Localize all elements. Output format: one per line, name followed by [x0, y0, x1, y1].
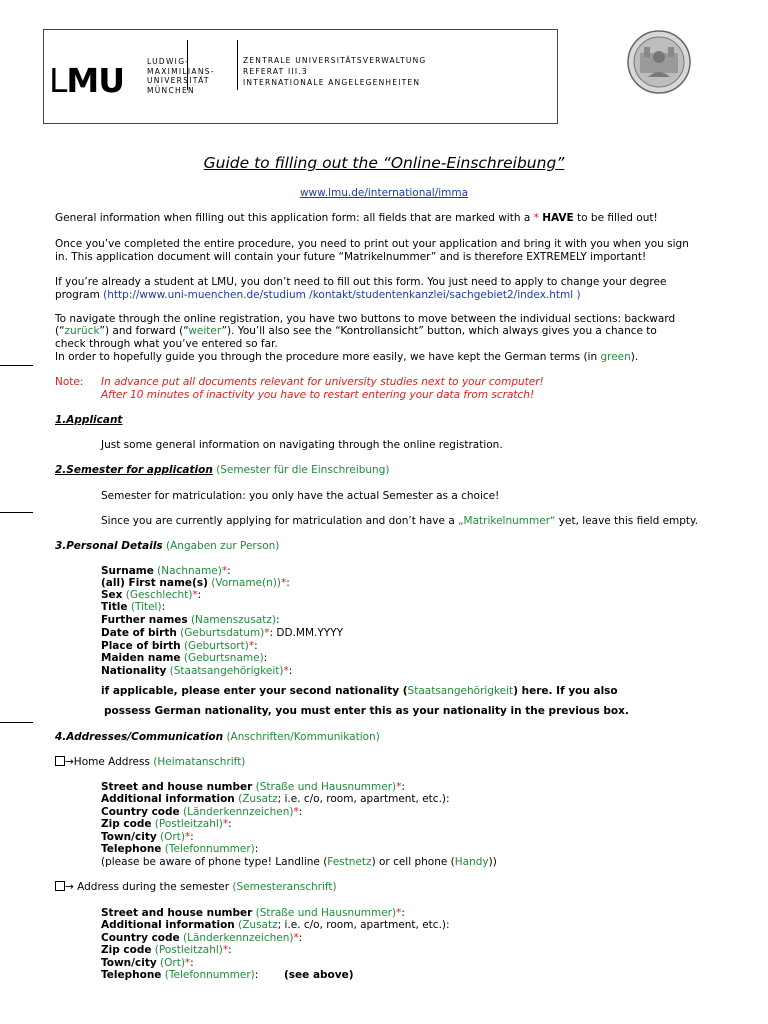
see-above-note: (see above): [284, 969, 354, 981]
field-maiden-name: Maiden name (Geburtsname):: [101, 652, 268, 664]
home-street: Street and house number (Straße und Hausnummer)*:: [101, 781, 405, 793]
german-nationality-note: possess German nationality, you must enter this as your nationality in the previous box.: [104, 705, 629, 717]
sem-country-code: Country code (Länderkennzeichen)*:: [101, 932, 303, 944]
navigation-info-line2: (“zurück”) and forward (“weiter”). You’ll also see the “Kontrollansicht” button, which always gives you a chance to: [55, 325, 657, 337]
field-title: Title (Titel):: [101, 601, 166, 613]
section-2-text1: Semester for matriculation: you only have the actual Semester as a choice!: [101, 490, 500, 502]
department-name: ZENTRALE UNIVERSITÄTSVERWALTUNG REFERAT III.3 INTERNATIONALE ANGELEGENHEITEN: [243, 56, 427, 88]
home-zip-code: Zip code (Postleitzahl)*:: [101, 818, 232, 830]
sem-additional-info: Additional information (Zusatz; i.e. c/o, room, apartment, etc.):: [101, 919, 450, 931]
print-info-line1: Once you’ve completed the entire procedure, you need to print out your application and bring it with you when you sign: [55, 238, 689, 250]
field-first-names: (all) First name(s) (Vorname(n))*:: [101, 577, 290, 589]
navigation-info-line3: check through what you’ve entered so far.: [55, 338, 278, 350]
field-date-of-birth: Date of birth (Geburtsdatum)*: DD.MM.YYYY: [101, 627, 344, 639]
phone-type-note: (please be aware of phone type! Landline (Festnetz) or cell phone (Handy)): [101, 856, 497, 868]
margin-rule: [0, 722, 33, 723]
student-info-line2: program (http://www.uni-muenchen.de/studium /kontakt/studentenkanzlei/sachgebiet2/index.html ): [55, 289, 581, 301]
home-country-code: Country code (Länderkennzeichen)*:: [101, 806, 303, 818]
field-further-names: Further names (Namenszusatz):: [101, 614, 280, 626]
note-line2: After 10 minutes of inactivity you have to restart entering your data from scratch!: [101, 389, 535, 401]
home-town: Town/city (Ort)*:: [101, 831, 194, 843]
section-1-text: Just some general information on navigating through the online registration.: [101, 439, 503, 451]
university-seal-icon: [626, 29, 692, 95]
section-4-heading: 4.Addresses/Communication (Anschriften/Kommunikation): [55, 731, 380, 743]
note-line1: In advance put all documents relevant for university studies next to your computer!: [101, 376, 544, 388]
general-info: General information when filling out this application form: all fields that are marked with a * HAVE to be filled out!: [55, 212, 658, 224]
imma-link-container: [0, 187, 768, 199]
university-name: LUDWIG- MAXIMILIANS- UNIVERSITÄT MÜNCHEN: [147, 57, 215, 95]
header-divider: [237, 40, 238, 90]
studentenkanzlei-link[interactable]: (http://www.uni-muenchen.de/studium /kontakt/studentenkanzlei/sachgebiet2/index.html ): [103, 289, 581, 301]
page-title: Guide to filling out the “Online-Einschreibung”: [203, 154, 565, 172]
home-telephone: Telephone (Telefonnummer):: [101, 843, 259, 855]
field-sex: Sex (Geschlecht)*:: [101, 589, 202, 601]
sem-street: Street and house number (Straße und Hausnummer)*:: [101, 907, 405, 919]
home-additional-info: Additional information (Zusatz; i.e. c/o, room, apartment, etc.):: [101, 793, 450, 805]
imma-link[interactable]: www.lmu.de/international/imma: [299, 187, 469, 199]
field-surname: Surname (Nachname)*:: [101, 565, 231, 577]
section-1-heading: 1.Applicant: [55, 414, 123, 426]
semester-address-heading: → Address during the semester (Semesteranschrift): [55, 881, 337, 893]
print-info-line2: in. This application document will contain your future “Matrikelnummer” and is therefore EXTREMELY important!: [55, 251, 647, 263]
section-2-text2: Since you are currently applying for matriculation and don’t have a „Matrikelnummer“ yet, leave this field empty.: [101, 515, 699, 527]
checkbox-icon: [55, 881, 65, 891]
margin-rule: [0, 365, 33, 366]
margin-rule: [0, 512, 33, 513]
second-nationality-note: if applicable, please enter your second nationality (Staatsangehörigkeit) here. If you also: [101, 685, 618, 697]
sem-zip-code: Zip code (Postleitzahl)*:: [101, 944, 232, 956]
student-info-line1: If you’re already a student at LMU, you don’t need to fill out this form. You just need to apply to change your degree: [55, 276, 667, 288]
section-2-heading: 2.Semester for application (Semester für die Einschreibung): [55, 464, 390, 476]
sem-telephone: Telephone (Telefonnummer):: [101, 969, 259, 981]
lmu-logo: LMU: [49, 61, 125, 100]
navigation-info-line1: To navigate through the online registration, you have two buttons to move between the individual sections: backward: [55, 313, 676, 325]
sem-town: Town/city (Ort)*:: [101, 957, 194, 969]
home-address-heading: →Home Address (Heimatanschrift): [55, 756, 245, 768]
field-nationality: Nationality (Staatsangehörigkeit)*:: [101, 665, 293, 677]
note-label: Note:: [55, 376, 84, 388]
checkbox-icon: [55, 756, 65, 766]
field-place-of-birth: Place of birth (Geburtsort)*:: [101, 640, 258, 652]
section-3-heading: 3.Personal Details (Angaben zur Person): [55, 540, 280, 552]
letterhead: [43, 29, 558, 124]
german-terms-info: In order to hopefully guide you through the procedure more easily, we have kept the German terms (in green).: [55, 351, 639, 363]
